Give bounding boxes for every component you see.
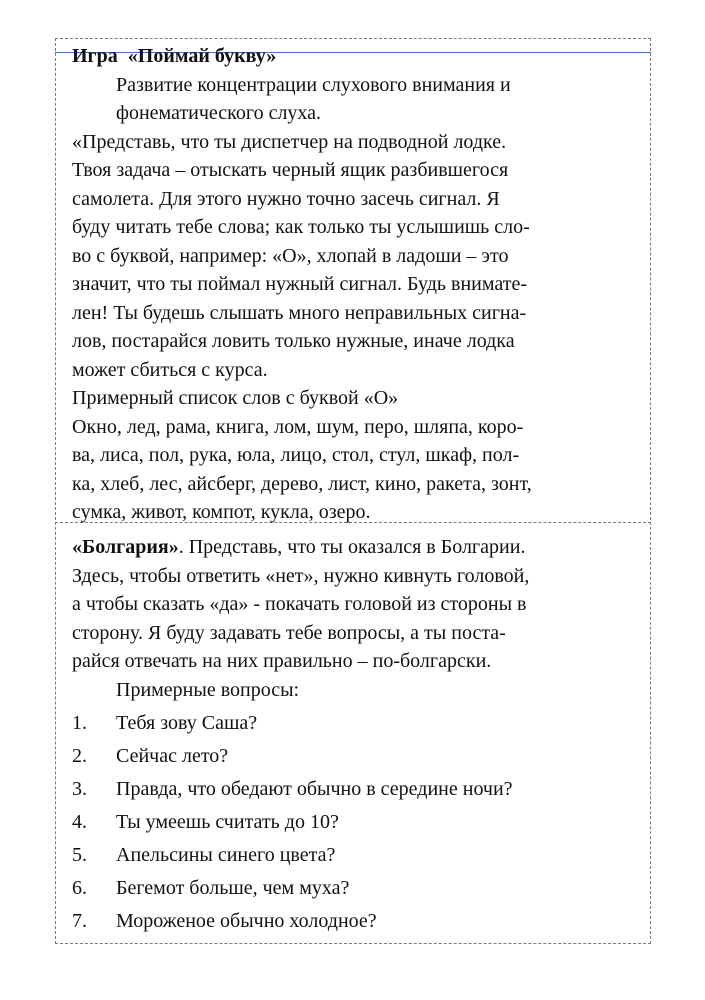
- intro-first-line: [72, 533, 642, 562]
- game-section-bulgaria: [72, 533, 642, 938]
- instruction-line: Твоя задача – отыскать черный ящик разбившегося: [72, 159, 509, 181]
- instruction-line: буду читать тебе слова; как только ты услышишь сло-: [72, 216, 530, 238]
- list-item: [72, 806, 642, 839]
- question-text: Правда, что обедают обычно в середине ночи?: [116, 778, 513, 800]
- instruction-line: лов, постарайся ловить только нужные, иначе лодка: [72, 330, 515, 352]
- question-text: Апельсины синего цвета?: [116, 844, 336, 866]
- question-number: 1.: [72, 712, 87, 734]
- game-purpose-line: Развитие концентрации слухового внимания и: [116, 73, 511, 96]
- question-text: Тебя зову Саша?: [116, 712, 258, 734]
- intro-line: Здесь, чтобы ответить «нет», нужно кивнуть головой,: [72, 564, 530, 587]
- game-intro: [72, 533, 642, 676]
- game-section-catch-letter: [72, 42, 642, 527]
- questions-heading: Примерные вопросы:: [116, 678, 300, 701]
- question-text: Ты умеешь считать до 10?: [116, 811, 339, 833]
- list-item: [72, 905, 642, 938]
- game-instructions: [72, 128, 642, 385]
- game-title: Игра «Поймай букву»: [72, 45, 277, 67]
- intro-line: райся отвечать на них правильно – по-болгарски.: [72, 650, 492, 672]
- word-list-heading: Примерный список слов с буквой «О»: [72, 387, 399, 409]
- instruction-line: во с буквой, например: «О», хлопай в ладоши – это: [72, 244, 509, 267]
- word-list: [72, 413, 642, 527]
- instruction-line: «Представь, что ты диспетчер на подводной лодке.: [72, 130, 507, 153]
- question-number: 4.: [72, 811, 87, 833]
- question-number: 2.: [72, 745, 87, 767]
- question-text: Сейчас лето?: [116, 745, 229, 767]
- list-item: [72, 872, 642, 905]
- instruction-line: значит, что ты поймал нужный сигнал. Будь внимате-: [72, 273, 527, 295]
- instruction-line: самолета. Для этого нужно точно засечь сигнал. Я: [72, 187, 500, 210]
- question-number: 5.: [72, 844, 87, 866]
- word-list-line: ка, хлеб, лес, айсберг, дерево, лист, кино, ракета, зонт,: [72, 472, 532, 495]
- question-number: 6.: [72, 877, 87, 899]
- question-list: [72, 707, 642, 938]
- question-number: 3.: [72, 778, 87, 800]
- question-text: Мороженое обычно холодное?: [116, 910, 377, 932]
- question-number: 7.: [72, 910, 87, 932]
- word-list-line: сумка, живот, компот, кукла, озеро.: [72, 501, 371, 523]
- list-item: [72, 707, 642, 740]
- question-text: Бегемот больше, чем муха?: [116, 877, 350, 899]
- list-item: [72, 740, 642, 773]
- game-title: «Болгария»: [72, 536, 179, 558]
- intro-line: сторону. Я буду задавать тебе вопросы, а ты поста-: [72, 621, 506, 644]
- list-item: [72, 773, 642, 806]
- instruction-line: может сбиться с курса.: [72, 358, 268, 381]
- list-item: [72, 839, 642, 872]
- word-list-line: ва, лиса, пол, рука, юла, лицо, стол, стул, шкаф, пол-: [72, 444, 520, 466]
- intro-first-line-text: . Представь, что ты оказался в Болгарии.: [178, 536, 526, 558]
- game-purpose-line: фонематического слуха.: [116, 102, 322, 124]
- intro-line: а чтобы сказать «да» - покачать головой из стороны в: [72, 593, 527, 615]
- instruction-line: лен! Ты будешь слышать много неправильных сигна-: [72, 301, 527, 324]
- word-list-line: Окно, лед, рама, книга, лом, шум, перо, шляпа, коро-: [72, 415, 524, 438]
